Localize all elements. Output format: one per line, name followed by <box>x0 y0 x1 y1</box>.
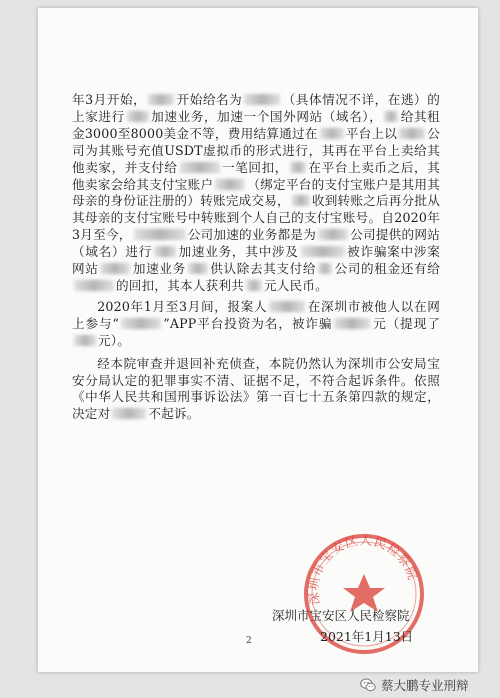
redaction-mark <box>318 229 348 240</box>
redaction-mark <box>134 229 186 240</box>
paragraph-2-seg-2: 在深圳市被他人以在网上参与“ <box>72 298 441 331</box>
paragraph-1-seg-18: 公司的租金还有给 <box>334 261 440 277</box>
paragraph-3-seg-2: 不起诉。 <box>148 406 200 422</box>
paragraph-1-seg-4: 加速业务，加速一个国外网站（域名）， <box>150 108 383 124</box>
paragraph-1-seg-20: 元人民币。 <box>263 277 328 293</box>
paragraph-1-seg-17: 供认除去其支付给 <box>209 261 317 277</box>
redaction-mark <box>246 280 262 291</box>
paragraph-1-seg-9: 在平台上卖币之后，其他卖家会给其支付宝账户 <box>72 159 441 192</box>
redaction-mark <box>399 128 425 139</box>
redaction-mark <box>188 263 208 274</box>
redaction-mark <box>269 301 305 312</box>
paragraph-2-seg-4: 元（提现了 <box>372 315 441 331</box>
redaction-mark <box>244 94 280 105</box>
paragraph-2-seg-3: ”APP平台投资为名，被诈骗 <box>163 315 333 331</box>
paragraph-2-seg-5: 元）。 <box>98 332 131 348</box>
redaction-mark <box>290 162 306 173</box>
redaction-mark <box>74 280 114 291</box>
page-number: 2 <box>246 636 252 646</box>
paragraph-2-seg-1: 2020年1月至3月间，报案人 <box>97 298 268 314</box>
paragraph-1-seg-8: 一笔回扣， <box>221 159 289 175</box>
paragraph-2 <box>72 299 440 350</box>
watermark-label: 蔡大鹏专业刑辩 <box>381 678 469 693</box>
redaction-mark <box>74 335 96 346</box>
wechat-icon <box>360 677 376 693</box>
signature-date: 2021年1月13日 <box>320 629 414 644</box>
redaction-mark <box>148 94 174 105</box>
redaction-mark <box>112 408 146 419</box>
watermark <box>360 677 469 693</box>
redaction-mark <box>127 111 149 122</box>
paragraph-1-seg-2: 开始给名为 <box>176 92 243 107</box>
paragraph-1-seg-1: 年3月开始， <box>72 92 147 107</box>
signature-organization: 深圳市宝安区人民检察院 <box>272 608 410 623</box>
paragraph-1-seg-13: 公司提供的网站（域名）进行 <box>72 227 441 260</box>
document-body <box>72 92 440 427</box>
redaction-mark <box>318 263 332 274</box>
paragraph-1-seg-3: （具体情况不详，在逃）的上家进行 <box>72 92 440 124</box>
paragraph-3 <box>72 356 440 424</box>
paragraph-1 <box>72 92 440 295</box>
redaction-mark <box>121 318 161 329</box>
redaction-mark <box>384 111 398 122</box>
redaction-mark <box>215 179 245 190</box>
paragraph-1-seg-19: 的回扣，其本人获利共 <box>116 277 244 293</box>
paragraph-1-seg-6: 平台上以 <box>345 125 398 141</box>
paragraph-1-seg-7: 公司为其账号充值USDT虚拟币的形式进行，其再在平台上卖给其他卖家，并支付给 <box>72 125 440 175</box>
paragraph-1-seg-15: 被诈骗案中涉案网站 <box>72 244 440 277</box>
paragraph-1-seg-14: 加速业务，其中涉及 <box>178 244 299 260</box>
redaction-mark <box>180 162 220 173</box>
paragraph-1-seg-5: 给其租金3000至8000美金不等，费用结算通过在 <box>72 108 440 141</box>
seal-text: 深圳市宝安区人民检察院 <box>305 532 421 606</box>
paragraph-1-seg-12: 公司加速的业务都是为 <box>187 227 317 243</box>
paragraph-1-seg-10: （绑定平台的支付宝账户是其用其母亲的身份证注册的）转账完成交易， <box>72 176 441 209</box>
paragraph-1-seg-11: 收到转账之后再分批从其母亲的支付宝账号中转账到个人自己的支付宝账号。自2020年3月至今， <box>72 193 441 243</box>
redaction-mark <box>154 246 176 257</box>
paragraph-3-seg-1: 经本院审查并退回补充侦查，本院仍然认为深圳市公安局宝安分局认定的犯罪事实不清、证据不足，不符合起诉条件。依照《中华人民共和国刑事诉讼法》第一百七十五条第四款的规定，决定对 <box>72 355 440 422</box>
redaction-mark <box>100 263 130 274</box>
redaction-mark <box>292 195 310 206</box>
redaction-mark <box>320 128 344 139</box>
redaction-mark <box>301 246 345 257</box>
redaction-mark <box>334 318 370 329</box>
paragraph-1-seg-16: 加速业务 <box>132 261 186 277</box>
